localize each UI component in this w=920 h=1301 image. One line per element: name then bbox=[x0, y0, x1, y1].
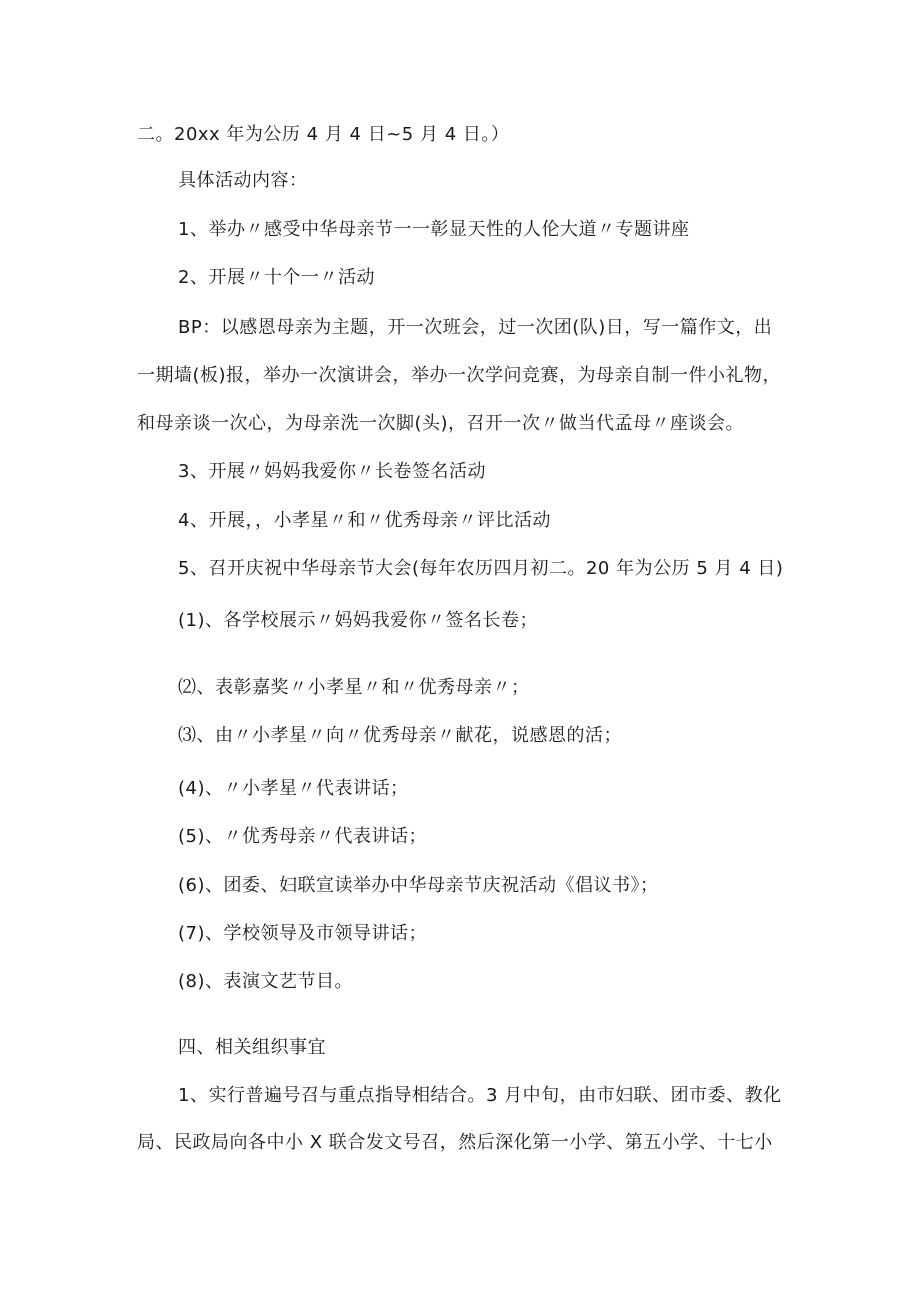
text-line: 5、召开庆祝中华母亲节大会(每年农历四月初二。20 年为公历 5 月 4 日) bbox=[178, 558, 784, 579]
section-heading: 四、相关组织事宜 bbox=[178, 1037, 326, 1058]
text-line: 具体活动内容： bbox=[178, 170, 308, 191]
text-line: 和母亲谈一次心，为母亲洗一次脚(头)，召开一次〃做当代孟母〃座谈会。 bbox=[137, 413, 745, 434]
text-line: 2、开展〃十个一〃活动 bbox=[178, 267, 375, 288]
text-line: (5)、〃优秀母亲〃代表讲话； bbox=[178, 826, 427, 847]
text-line: 3、开展〃妈妈我爱你〃长卷签名活动 bbox=[178, 461, 486, 482]
text-line: (6)、团委、妇联宣读举办中华母亲节庆祝活动《倡议书》； bbox=[178, 875, 659, 896]
text-line: 二。20xx 年为公历 4 月 4 日~5 月 4 日。） bbox=[137, 124, 510, 145]
text-line: 1、实行普遍号召与重点指导相结合。3 月中旬，由市妇联、团市委、教化 bbox=[178, 1085, 782, 1106]
text-line: 1、举办〃感受中华母亲节一一彰显天性的人伦大道〃专题讲座 bbox=[178, 219, 690, 240]
text-line: 4、开展，，小孝星〃和〃优秀母亲〃评比活动 bbox=[178, 510, 551, 531]
text-line: (4)、〃小孝星〃代表讲话； bbox=[178, 778, 409, 799]
text-line: 局、民政局向各中小 X 联合发文号召，然后深化第一小学、第五小学、十七小 bbox=[137, 1132, 773, 1153]
text-line: (8)、表演文艺节目。 bbox=[178, 971, 353, 992]
text-line: (7)、学校领导及市领导讲话； bbox=[178, 923, 427, 944]
text-line: (1)、各学校展示〃妈妈我爱你〃签名长卷； bbox=[178, 610, 538, 631]
text-line: BP：以感恩母亲为主题，开一次班会，过一次团(队)日，写一篇作文，出 bbox=[178, 317, 773, 338]
text-line: ⑵、表彰嘉奖〃小孝星〃和〃优秀母亲〃； bbox=[178, 677, 530, 698]
text-line: 一期墙(板)报，举办一次演讲会，举办一次学问竞赛，为母亲自制一件小礼物， bbox=[137, 365, 782, 386]
text-line: ⑶、由〃小孝星〃向〃优秀母亲〃献花，说感恩的活； bbox=[178, 725, 622, 746]
